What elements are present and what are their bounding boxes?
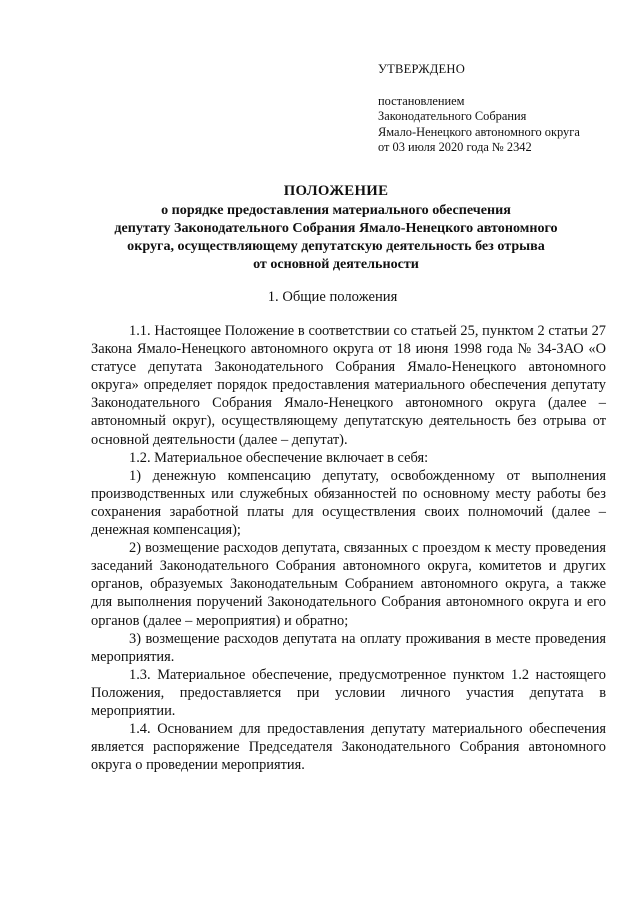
list-item-3: 3) возмещение расходов депутата на оплату проживания в месте проведения мероприятия. bbox=[91, 630, 606, 665]
title-line: округа, осуществляющему депутатскую деятельность без отрыва bbox=[127, 238, 545, 254]
approval-line: Законодательного Собрания bbox=[378, 109, 527, 123]
approval-line: от 03 июля 2020 года № 2342 bbox=[378, 140, 532, 154]
approval-heading: УТВЕРЖДЕНО bbox=[378, 62, 466, 76]
paragraph-1-4: 1.4. Основанием для предоставления депутату материального обеспечения является распоряжение Председателя Законодательного Собрания автономного округа о проведении мероприятия. bbox=[91, 721, 606, 774]
approval-stamp bbox=[378, 62, 618, 156]
paragraph-1-3: 1.3. Материальное обеспечение, предусмотренное пунктом 1.2 настоящего Положения, предоставляется при условии личного участия депутата в мероприятии. bbox=[91, 666, 606, 719]
paragraph-1-1: 1.1. Настоящее Положение в соответствии со статьей 25, пунктом 2 статьи 27 Закона Ямало-Ненецкого автономного округа от 18 июня 1998 года № 34-ЗАО «О статусе депутата Законодательного Собрания Ямало-Ненецкого автономного округа» определяет порядок предоставления материального обеспечения депутату Законодательного Собрания Ямало-Ненецкого автономного округа (далее – автономный округ), осуществляющему депутатскую деятельность без отрыва от основной деятельности (далее – депутат). bbox=[91, 323, 606, 448]
paragraph-1-2: 1.2. Материальное обеспечение включает в себя: bbox=[129, 449, 429, 466]
document-title bbox=[95, 182, 577, 273]
title-line: от основной деятельности bbox=[253, 256, 419, 272]
list-item-2: 2) возмещение расходов депутата, связанных с проездом к месту проведения заседаний Законодательного Собрания автономного округа, комитетов и других органов, образуемых Законодательным Собранием автономного округа, а также для выполнения поручений Законодательного Собрания автономного округа и его органов (далее – мероприятия) и обратно; bbox=[91, 540, 606, 629]
title-line: о порядке предоставления материального обеспечения bbox=[161, 202, 511, 218]
title-main: ПОЛОЖЕНИЕ bbox=[283, 183, 389, 199]
title-line: депутату Законодательного Собрания Ямало-Ненецкого автономного bbox=[114, 220, 558, 236]
document-body bbox=[91, 322, 606, 774]
approval-line: Ямало-Ненецкого автономного округа bbox=[378, 124, 580, 139]
list-item-1: 1) денежную компенсацию депутату, освобожденному от выполнения производственных или служебных обязанностей по основному месту работы без сохранения заработной платы для осуществления своих полномочий (далее – денежная компенсация); bbox=[91, 467, 606, 539]
section-heading: 1. Общие положения bbox=[267, 289, 398, 305]
approval-line: постановлением bbox=[378, 93, 465, 108]
